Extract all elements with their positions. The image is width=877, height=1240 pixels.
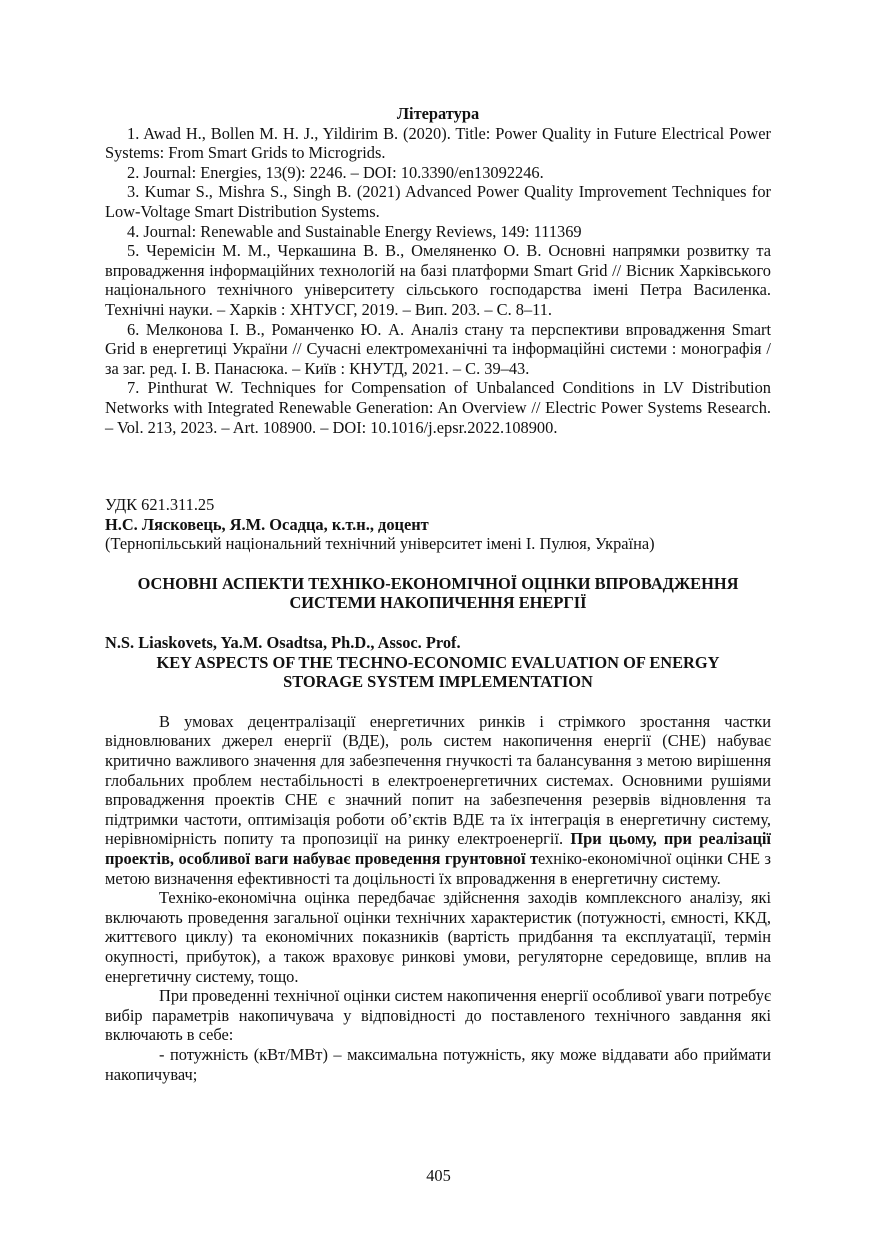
body-paragraph: При проведенні технічної оцінки систем накопичення енергії особливої уваги потребує вибір параметрів накопичувача у відповідності до поставленого технічного завдання які включають в себе: [105, 986, 771, 1045]
reference-item: 3. Kumar S., Mishra S., Singh B. (2021) Advanced Power Quality Improvement Techniques for Low-Voltage Smart Distribution Systems. [105, 182, 771, 221]
body-emphasis: При цьому, при реалізації проектів, особливої ваги набуває проведення грунтовної т [105, 829, 771, 868]
udk-code: УДК 621.311.25 [105, 495, 215, 515]
reference-item: 7. Pinthurat W. Techniques for Compensation of Unbalanced Conditions in LV Distribution Networks with Integrated Renewable Generation: An Overview // Electric Power Systems Research. – Vol. 213, 2023. – Art. 108900. – DOI: 10.1016/j.epsr.2022.108900. [105, 378, 771, 437]
references-list [105, 124, 771, 438]
body-text: В умовах децентралізації енергетичних ринків і стрімкого зростання частки відновлюваних джерел енергії (ВДЕ), роль систем накопичення енергії (СНЕ) набуває критично важливого значення для забезпечення гнучкості та балансування з метою вирішення глобальних проблем нестабільності в електроенергетичних системах. Основними рушіями впровадження проектів СНЕ є значний попит на забезпечення резервів відновлення та підтримки частоти, оптимізація роботи об’єктів ВДЕ та їх інтеграція в енергетичну систему, нерівномірність попиту та пропозиції на ринку електроенергії. [105, 711, 771, 849]
reference-item: 5. Черемісін М. М., Черкашина В. В., Омеляненко О. В. Основні напрямки розвитку та впровадження інформаційних технологій на базі платформи Smart Grid // Вісник Харківського національного технічного університету сільського господарства імені Петра Василенка. Технічні науки. – Харків : ХНТУСГ, 2019. – Вип. 203. – С. 8–11. [105, 241, 771, 319]
body-paragraph: - потужність (кВт/МВт) – максимальна потужність, яку може віддавати або приймати накопичувач; [105, 1044, 771, 1084]
affiliation: (Тернопільський національний технічний університет імені І. Пулюя, Україна) [105, 534, 655, 554]
title-uk-line: СИСТЕМИ НАКОПИЧЕННЯ ЕНЕРГІЇ [289, 593, 587, 613]
page-content [105, 104, 771, 1084]
title-en-line: KEY ASPECTS OF THE TECHNO-ECONOMIC EVALUATION OF ENERGY [156, 652, 720, 672]
page-number: 405 [426, 1166, 451, 1185]
references-heading: Література [396, 104, 480, 123]
authors-uk: Н.С. Лясковець, Я.М. Осадца, к.т.н., доцент [105, 514, 429, 534]
article-title-en [105, 653, 771, 692]
article-title-uk [105, 574, 771, 613]
body-text: ехніко-економічної оцінки СНЕ з метою визначення ефективності та доцільності їх впровадження в енергетичну систему. [105, 849, 771, 888]
reference-item: 4. Journal: Renewable and Sustainable Energy Reviews, 149: 111369 [127, 221, 582, 241]
authors-en: N.S. Liaskovets, Ya.M. Osadtsa, Ph.D., Assoc. Prof. [105, 633, 461, 653]
title-en-line: STORAGE SYSTEM IMPLEMENTATION [283, 672, 593, 692]
reference-item: 6. Мелконова І. В., Романченко Ю. А. Аналіз стану та перспективи впровадження Smart Grid в енергетиці України // Сучасні електромеханічні та інформаційні системи : монографія / за заг. ред. І. В. Панасюка. – Київ : КНУТД, 2021. – С. 39–43. [105, 319, 771, 378]
reference-item: 1. Awad H., Bollen M. H. J., Yildirim B. (2020). Title: Power Quality in Future Electrical Power Systems: From Smart Grids to Microgrids. [105, 123, 771, 163]
body-paragraph: Техніко-економічна оцінка передбачає здійснення заходів комплексного аналізу, які включають проведення загальної оцінки технічних характеристик (потужності, ємності, ККД, життєвого циклу) та економічних показників (вартість придбання та експлуатації, термін окупності, прибуток), а також враховує ринкові умови, регуляторне середовище, вплив на енергетичну систему, тощо. [105, 888, 771, 986]
title-uk-line: ОСНОВНІ АСПЕКТИ ТЕХНІКО-ЕКОНОМІЧНОЇ ОЦІНКИ ВПРОВАДЖЕННЯ [137, 573, 739, 593]
reference-item: 2. Journal: Energies, 13(9): 2246. – DOI: 10.3390/en13092246. [127, 162, 544, 182]
body-paragraph [105, 712, 771, 888]
